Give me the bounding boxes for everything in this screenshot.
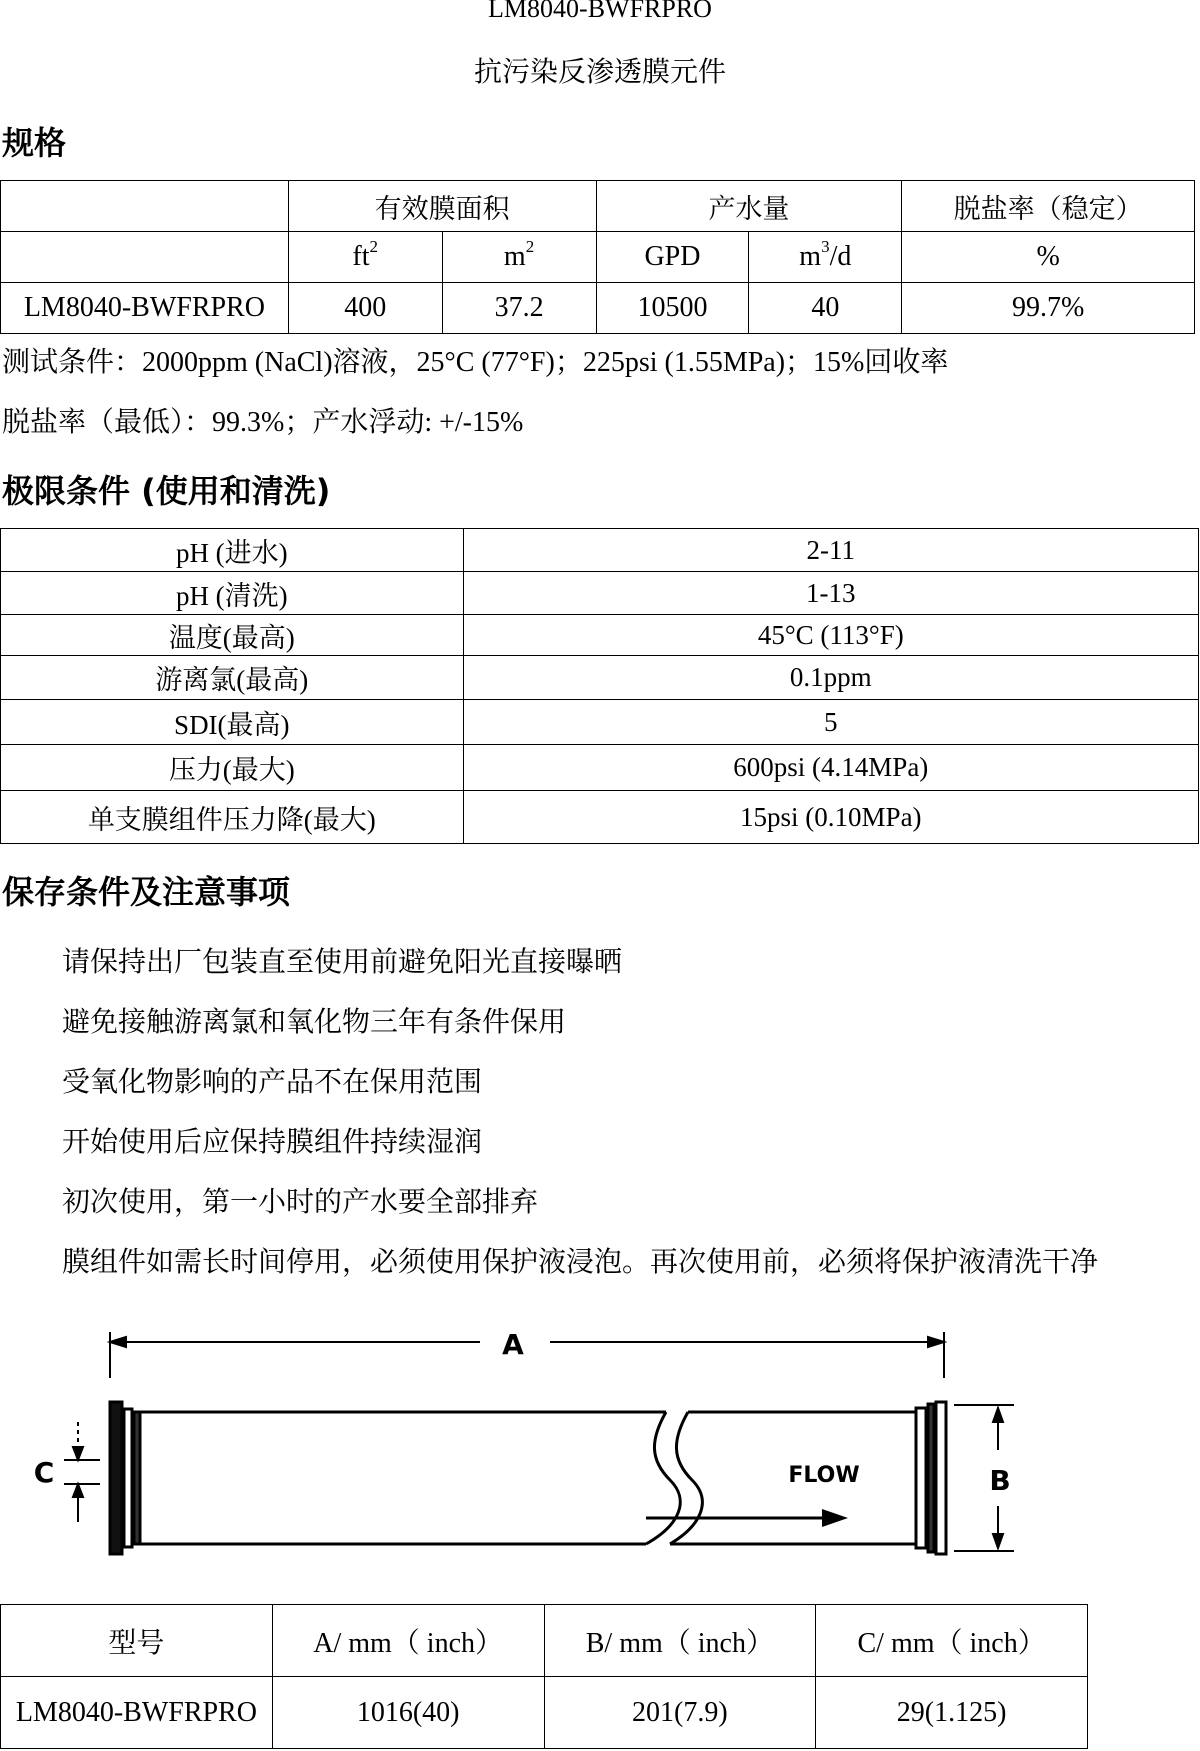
flow-arrow-head [822, 1509, 848, 1527]
dim-b-arrow-top [993, 1408, 1003, 1422]
spec-data-row [1, 283, 1195, 334]
dims-table [0, 1604, 1088, 1749]
spec-model-cell: LM8040-BWFRPRO [1, 283, 289, 334]
limit-label: 温度(最高) [1, 615, 464, 656]
dim-c-label: C [33, 1456, 55, 1489]
limit-label: pH (进水) [1, 529, 464, 572]
right-ring-outer [916, 1408, 926, 1548]
dim-a-arrow-right [928, 1337, 944, 1347]
product-subtitle: 抗污染反渗透膜元件 [473, 57, 726, 88]
storage-note: 膜组件如需长时间停用，必须使用保护液浸泡。再次使用前，必须将保护液清洗干净 [62, 1245, 1099, 1278]
limits-row [1, 529, 1199, 572]
limits-row [1, 700, 1199, 745]
unit-m2: $m^2$ [442, 232, 596, 283]
dim-c-arrow-top [73, 1447, 83, 1460]
dims-header-a: A/ mm（ inch） [272, 1605, 544, 1677]
limit-value: 0.1ppm [463, 656, 1198, 700]
limit-label: 单支膜组件压力降(最大) [1, 791, 464, 844]
break-line-left [646, 1412, 680, 1544]
limit-value: 600psi (4.14MPa) [463, 745, 1198, 791]
spec-group-area: 有效膜面积 [288, 181, 596, 232]
spec-flow-m3d: 40 [749, 283, 902, 334]
storage-note: 避免接触游离氯和氧化物三年有条件保用 [62, 1005, 567, 1038]
limit-value: 2-11 [463, 529, 1198, 572]
spec-heading: 规格 [2, 124, 67, 162]
spec-corner-cell [1, 181, 289, 232]
limit-value: 1-13 [463, 572, 1198, 615]
dim-b-arrow-bottom [993, 1534, 1003, 1548]
dims-c-value: 29(1.125) [816, 1677, 1088, 1749]
unit-gpd: GPD [596, 232, 749, 283]
right-ring [928, 1404, 934, 1552]
left-ring-inner [134, 1412, 140, 1544]
limits-row [1, 656, 1199, 700]
limit-label: pH (清洗) [1, 572, 464, 615]
dims-header-c: C/ mm（ inch） [816, 1605, 1088, 1677]
membrane-element-diagram [0, 1310, 1200, 1580]
storage-note: 受氧化物影响的产品不在保用范围 [62, 1065, 483, 1098]
spec-area-ft2: 400 [288, 283, 442, 334]
limit-value: 5 [463, 700, 1198, 745]
storage-note: 开始使用后应保持膜组件持续湿润 [62, 1125, 483, 1158]
dims-a-value: 1016(40) [272, 1677, 544, 1749]
dims-header-row [1, 1605, 1088, 1677]
spec-unit-row [1, 232, 1195, 283]
dims-header-model: 型号 [1, 1605, 273, 1677]
limits-heading: 极限条件 (使用和清洗) [2, 472, 331, 510]
dim-a-arrow-left [110, 1337, 126, 1347]
flow-label: FLOW [788, 1463, 860, 1488]
model-title: LM8040-BWFRPRO [488, 0, 712, 23]
unit-ft2: $ft^2$ [288, 232, 442, 283]
limit-label: 压力(最大) [1, 745, 464, 791]
limit-label: 游离氯(最高) [1, 656, 464, 700]
test-conditions: 测试条件：2000ppm (NaCl)溶液，25°C (77°F)；225psi (1.55MPa)；15%回收率 [2, 347, 949, 378]
unit-percent: % [902, 232, 1195, 283]
limits-row [1, 745, 1199, 791]
left-ring [124, 1409, 132, 1547]
min-rejection: 脱盐率（最低）：99.3%；产水浮动: +/-15% [2, 407, 524, 438]
dim-b-label: B [989, 1464, 1011, 1497]
dim-a-label: A [502, 1328, 524, 1361]
limits-row [1, 572, 1199, 615]
dims-model: LM8040-BWFRPRO [1, 1677, 273, 1749]
spec-group-flow: 产水量 [596, 181, 902, 232]
limits-row [1, 791, 1199, 844]
unit-m3d: $m^3/d$ [749, 232, 902, 283]
spec-flow-gpd: 10500 [596, 283, 749, 334]
limits-row [1, 615, 1199, 656]
storage-note: 初次使用，第一小时的产水要全部排弃 [62, 1185, 539, 1218]
dims-data-row [1, 1677, 1088, 1749]
left-end-cap [110, 1402, 122, 1554]
limit-value: 15psi (0.10MPa) [463, 791, 1198, 844]
spec-group-header-row [1, 181, 1195, 232]
dims-header-b: B/ mm（ inch） [544, 1605, 816, 1677]
spec-area-m2: 37.2 [442, 283, 596, 334]
limit-value: 45°C (113°F) [463, 615, 1198, 656]
spec-empty-cell [1, 232, 289, 283]
spec-rejection: 99.7% [902, 283, 1195, 334]
storage-note: 请保持出厂包装直至使用前避免阳光直接曝晒 [62, 945, 623, 978]
right-end-cap [936, 1402, 946, 1554]
limit-label: SDI(最高) [1, 700, 464, 745]
storage-heading: 保存条件及注意事项 [2, 873, 291, 911]
spec-group-rejection: 脱盐率（稳定） [902, 181, 1195, 232]
break-line-right [670, 1412, 702, 1544]
dim-c-arrow-bottom [73, 1484, 83, 1497]
dims-b-value: 201(7.9) [544, 1677, 816, 1749]
spec-table [0, 180, 1195, 334]
limits-table [0, 528, 1199, 844]
